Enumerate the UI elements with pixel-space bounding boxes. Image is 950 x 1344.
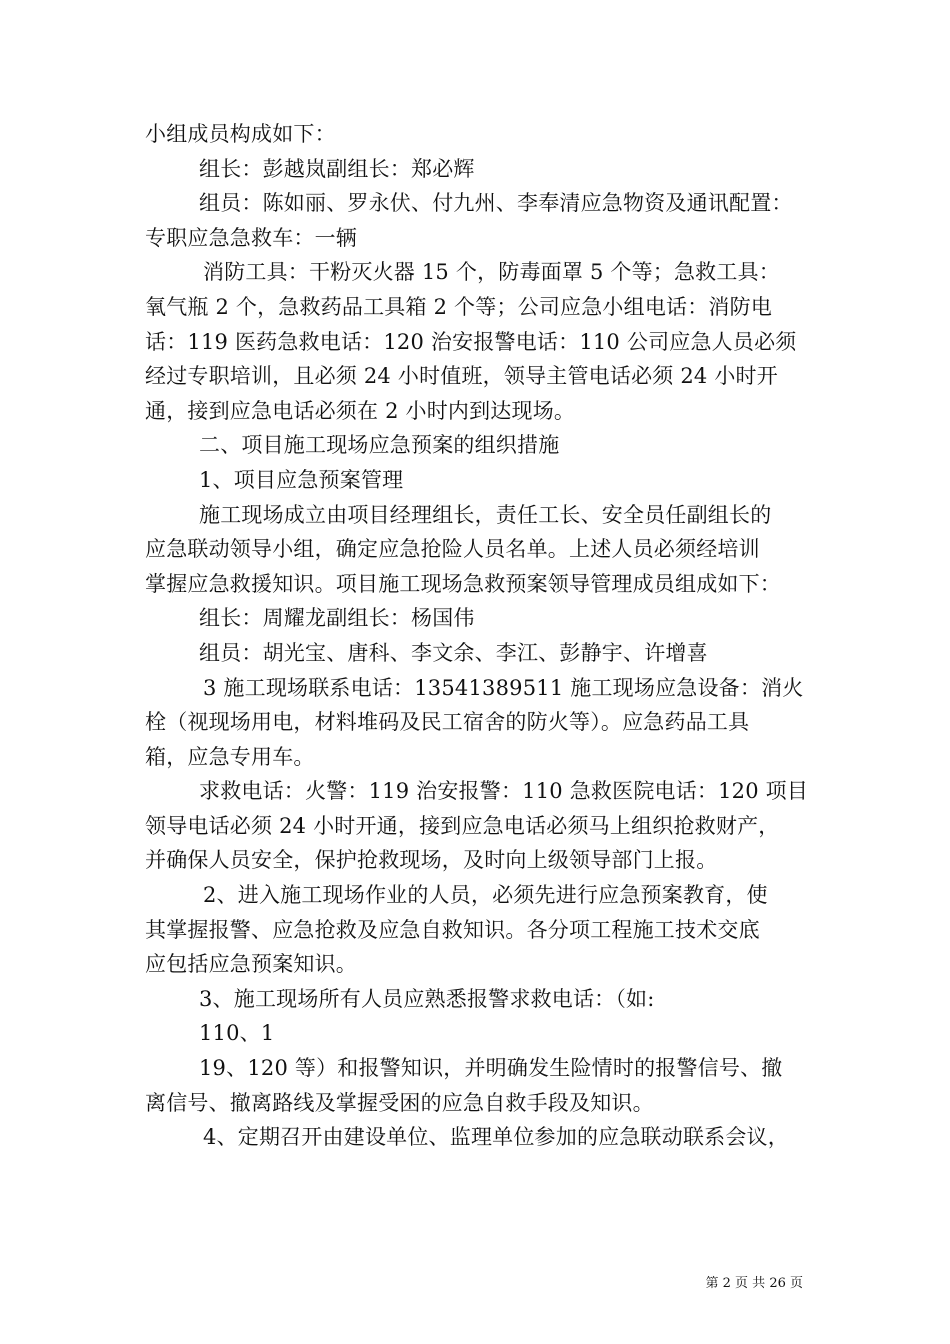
body-line-24: 其掌握报警、应急抢救及应急自救知识。各分项工程施工技术交底 bbox=[145, 917, 760, 942]
body-line-7: 话：119 医药急救电话：120 治安报警电话：110 公司应急人员必须 bbox=[145, 329, 797, 354]
body-line-27: 110、1 bbox=[199, 1021, 275, 1046]
body-line-14: 掌握应急救援知识。项目施工现场急救预案领导管理成员组成如下： bbox=[145, 571, 781, 596]
body-line-5: 消防工具：干粉灭火器 15 个，防毒面罩 5 个等；急救工具： bbox=[203, 260, 780, 285]
body-line-1: 小组成员构成如下： bbox=[145, 122, 336, 146]
body-line-13: 应急联动领导小组，确定应急抢险人员名单。上述人员必须经培训 bbox=[145, 537, 760, 562]
body-line-4: 专职应急急救车：一辆 bbox=[145, 225, 357, 250]
body-line-28: 19、120 等）和报警知识，并明确发生险情时的报警信号、撤 bbox=[199, 1056, 783, 1081]
document-body bbox=[145, 117, 825, 1155]
body-line-9: 通，接到应急电话必须在 2 小时内到达现场。 bbox=[145, 398, 576, 423]
body-line-30: 4、定期召开由建设单位、监理单位参加的应急联动联系会议， bbox=[203, 1125, 789, 1150]
page-number-footer: 第 2 页 共 26 页 bbox=[705, 1276, 803, 1291]
body-line-8: 经过专职培训，且必须 24 小时值班，领导主管电话必须 24 小时开 bbox=[145, 364, 778, 389]
body-line-18: 栓（视现场用电，材料堆码及民工宿舍的防火等）。应急药品工具 bbox=[145, 710, 750, 735]
body-line-6: 氧气瓶 2 个，急救药品工具箱 2 个等；公司应急小组电话：消防电 bbox=[145, 294, 773, 319]
body-line-23: 2、进入施工现场作业的人员，必须先进行应急预案教育，使 bbox=[203, 883, 768, 908]
section-heading: 二、项目施工现场应急预案的组织措施 bbox=[199, 433, 560, 458]
body-line-29: 离信号、撤离路线及掌握受困的应急自救手段及知识。 bbox=[145, 1090, 654, 1115]
body-line-15: 组长：周耀龙副组长：杨国伟 bbox=[199, 606, 475, 631]
subsection-heading: 1、项目应急预案管理 bbox=[199, 467, 404, 492]
body-line-22: 并确保人员安全，保护抢救现场，及时向上级领导部门上报。 bbox=[145, 848, 718, 873]
body-line-12: 施工现场成立由项目经理组长，责任工长、安全员任副组长的 bbox=[199, 502, 772, 527]
body-line-16: 组员：胡光宝、唐科、李文余、李江、彭静宇、许增喜 bbox=[199, 640, 708, 665]
body-line-20: 求救电话：火警：119 治安报警：110 急救医院电话：120 项目 bbox=[199, 779, 809, 804]
body-line-19: 箱，应急专用车。 bbox=[145, 744, 315, 769]
body-line-21: 领导电话必须 24 小时开通，接到应急电话必须马上组织抢救财产， bbox=[145, 813, 780, 838]
body-line-2: 组长：彭越岚副组长：郑必辉 bbox=[199, 156, 475, 181]
body-line-25: 应包括应急预案知识。 bbox=[145, 952, 357, 977]
body-line-17: 3 施工现场联系电话：13541389511 施工现场应急设备：消火 bbox=[203, 675, 804, 700]
body-line-26: 3、施工现场所有人员应熟悉报警求救电话：（如: bbox=[199, 986, 655, 1011]
body-line-3: 组员：陈如丽、罗永伏、付九州、李奉清应急物资及通讯配置： bbox=[199, 191, 793, 216]
